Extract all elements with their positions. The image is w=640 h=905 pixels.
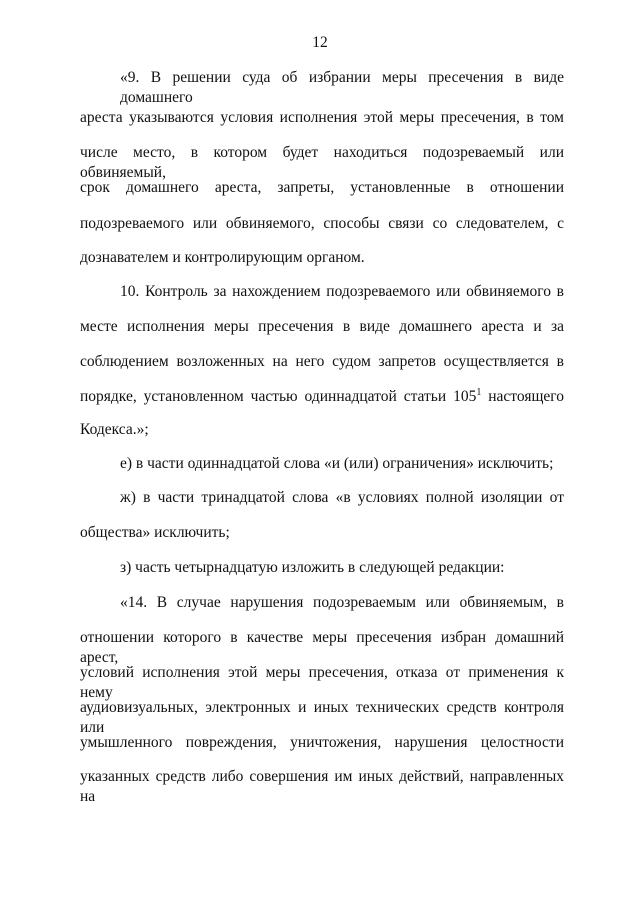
text-line: умышленного повреждения, уничтожения, нарушения целостности (80, 734, 564, 751)
text-line: указанных средств либо совершения им иных действий, направленных на (80, 768, 564, 805)
text-line: числе место, в котором будет находиться подозреваемый или обвиняемый, (80, 144, 564, 181)
text-line: Кодекса.»; (80, 421, 149, 438)
line-text-before-superscript: порядке, установленном частью одиннадцатой статьи 105 (80, 388, 477, 405)
text-line: «9. В решении суда об избрании меры пресечения в виде домашнего (120, 69, 564, 106)
text-line: з) часть четырнадцатую изложить в следующей редакции: (120, 559, 505, 576)
text-line: «14. В случае нарушения подозреваемым или обвиняемым, в (120, 594, 564, 611)
text-line: ж) в части тринадцатой слова «в условиях полной изоляции от (120, 489, 564, 506)
text-line: соблюдением возложенных на него судом запретов осуществляется в (80, 353, 564, 370)
article-superscript: 1 (476, 387, 482, 398)
text-line: е) в части одиннадцатой слова «и (или) ограничения» исключить; (120, 455, 554, 472)
text-line: условий исполнения этой меры пресечения, отказа от применения к нему (80, 664, 564, 701)
text-line: подозреваемого или обвиняемого, способы связи со следователем, с (80, 215, 564, 232)
text-line: дознавателем и контролирующим органом. (80, 249, 365, 266)
text-line: срок домашнего ареста, запреты, установленные в отношении (80, 179, 564, 196)
text-line-with-superscript (80, 387, 564, 407)
text-line: ареста указываются условия исполнения этой меры пресечения, в том (80, 109, 564, 126)
text-line: аудиовизуальных, электронных и иных технических средств контроля или (80, 699, 564, 736)
text-line: месте исполнения меры пресечения в виде домашнего ареста и за (80, 318, 564, 335)
text-line: 10. Контроль за нахождением подозреваемого или обвиняемого в (120, 283, 564, 300)
line-text-after-superscript: настоящего (481, 388, 564, 405)
text-line: общества» исключить; (80, 524, 230, 541)
text-line: отношении которого в качестве меры пресечения избран домашний арест, (80, 629, 564, 666)
page-number: 12 (312, 34, 328, 51)
